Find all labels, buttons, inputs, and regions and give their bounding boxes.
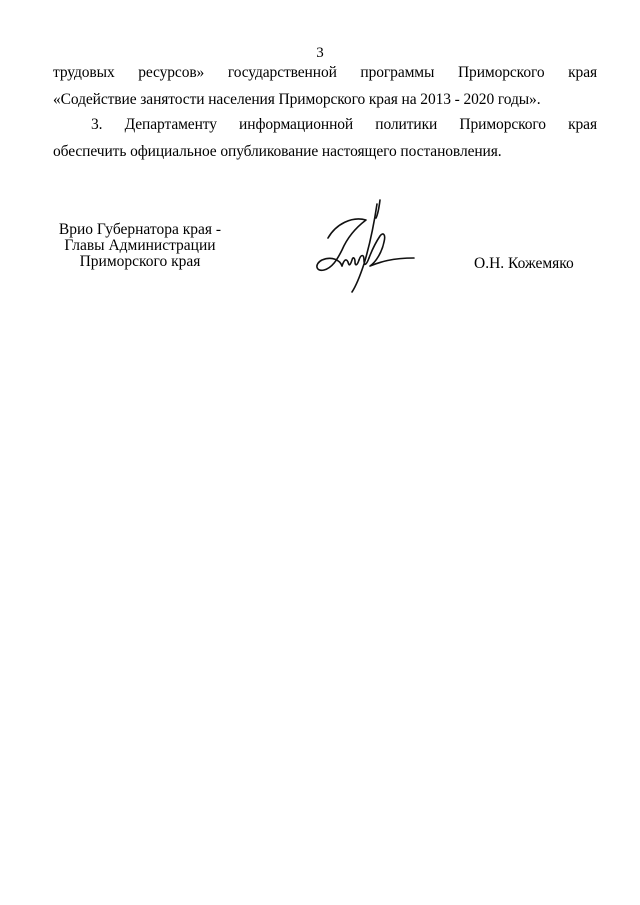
- paragraph-line: обеспечить официальное опубликование настоящего постановления.: [53, 143, 502, 160]
- signatory-title-line: Врио Губернатора края -: [58, 221, 222, 238]
- signatory-title: [40, 222, 240, 270]
- page-number: 3: [316, 45, 324, 61]
- paragraph-line: 3. Департаменту информационной политики Приморского края: [91, 116, 597, 133]
- paragraph-line: трудовых ресурсов» государственной программы Приморского края: [53, 64, 597, 81]
- paragraph-continuation: [53, 64, 597, 109]
- signature-icon: [306, 196, 418, 296]
- signatory-title-line: Главы Администрации: [64, 237, 216, 254]
- signatory-title-line: Приморского края: [79, 253, 201, 270]
- paragraph-line: «Содействие занятости населения Приморского края на 2013 - 2020 годы».: [53, 91, 541, 108]
- paragraph-item-3: [53, 116, 597, 161]
- signer-name: О.Н. Кожемяко: [474, 255, 574, 272]
